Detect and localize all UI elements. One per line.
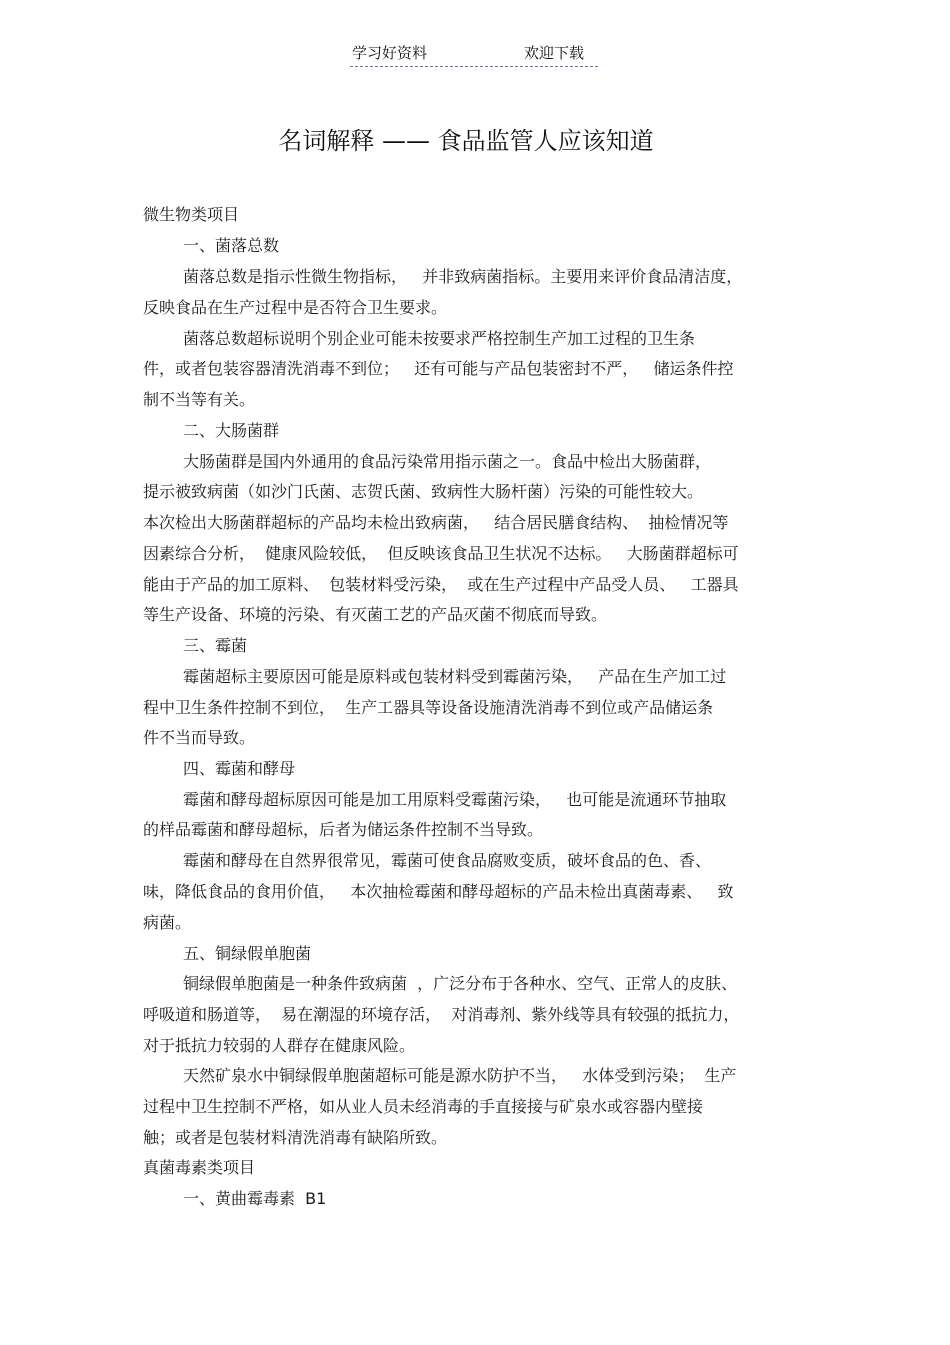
text-line: 呼吸道和肠道等， 易在潮湿的环境存活， 对消毒剂、紫外线等具有较强的抵抗力， (143, 1005, 740, 1024)
document-title: 名词解释 —— 食品监管人应该知道 (278, 127, 654, 155)
text-line: 微生物类项目 (143, 205, 240, 224)
text-line: 过程中卫生控制不严格，如从业人员未经消毒的手直接接与矿泉水或容器内壁接 (143, 1097, 704, 1116)
text-line: 制不当等有关。 (143, 390, 256, 409)
text-line: 提示被致病菌（如沙门氏菌、志贺氏菌、致病性大肠杆菌）污染的可能性较大。 (143, 482, 704, 501)
text-line: 真菌毒素类项目 (143, 1158, 256, 1177)
text-line: 能由于产品的加工原料、 包装材料受污染， 或在生产过程中产品受人员、 工器具 (143, 575, 739, 594)
page-header (350, 40, 598, 67)
text-line: 菌落总数是指示性微生物指标， 并非致病菌指标。主要用来评价食品清洁度， (183, 267, 743, 286)
text-line: 四、霉菌和酵母 (183, 759, 296, 778)
text-line: 病菌。 (143, 913, 192, 932)
text-line: 一、菌落总数 (183, 236, 280, 255)
header-right-text: 欢迎下载 (524, 44, 585, 62)
text-line: 大肠菌群是国内外通用的食品污染常用指示菌之一。食品中检出大肠菌群， (183, 452, 712, 471)
header-left-text: 学习好资料 (352, 44, 428, 62)
text-line: 二、大肠菌群 (183, 421, 280, 440)
text-line: 本次检出大肠菌群超标的产品均未检出致病菌， 结合居民膳食结构、 抽检情况等 (143, 513, 729, 532)
text-line: 件不当而导致。 (143, 728, 256, 747)
text-line: 霉菌和酵母在自然界很常见，霉菌可使食品腐败变质，破坏食品的色、香、 (183, 851, 712, 870)
text-line: 五、铜绿假单胞菌 (183, 944, 312, 963)
text-line: 反映食品在生产过程中是否符合卫生要求。 (143, 298, 448, 317)
text-line: 菌落总数超标说明个别企业可能未按要求严格控制生产加工过程的卫生条 (183, 329, 696, 348)
text-line: 天然矿泉水中铜绿假单胞菌超标可能是源水防护不当， 水体受到污染； 生产 (183, 1066, 737, 1085)
text-line: 霉菌和酵母超标原因可能是加工用原料受霉菌污染， 也可能是流通环节抽取 (183, 790, 727, 809)
text-line: 触；或者是包装材料清洗消毒有缺陷所致。 (143, 1128, 448, 1147)
text-line: 程中卫生条件控制不到位， 生产工器具等设备设施清洗消毒不到位或产品储运条 (143, 698, 714, 717)
text-line: 铜绿假单胞菌是一种条件致病菌 ，广泛分布于各种水、空气、正常人的皮肤、 (183, 974, 738, 993)
text-line: 等生产设备、环境的污染、有灭菌工艺的产品灭菌不彻底而导致。 (143, 605, 608, 624)
text-line: 件，或者包装容器清洗消毒不到位； 还有可能与产品包装密封不严， 储运条件控 (143, 359, 734, 378)
text-line: 对于抵抗力较弱的人群存在健康风险。 (143, 1036, 416, 1055)
text-line: 一、黄曲霉毒素 B1 (183, 1189, 327, 1208)
text-line: 三、霉菌 (183, 636, 248, 655)
text-line: 霉菌超标主要原因可能是原料或包装材料受到霉菌污染， 产品在生产加工过 (183, 667, 727, 686)
text-line: 因素综合分析， 健康风险较低， 但反映该食品卫生状况不达标。 大肠菌群超标可 (143, 544, 739, 563)
text-line: 味，降低食品的食用价值， 本次抽检霉菌和酵母超标的产品未检出真菌毒素、 致 (143, 882, 734, 901)
text-line: 的样品霉菌和酵母超标，后者为储运条件控制不当导致。 (143, 820, 544, 839)
